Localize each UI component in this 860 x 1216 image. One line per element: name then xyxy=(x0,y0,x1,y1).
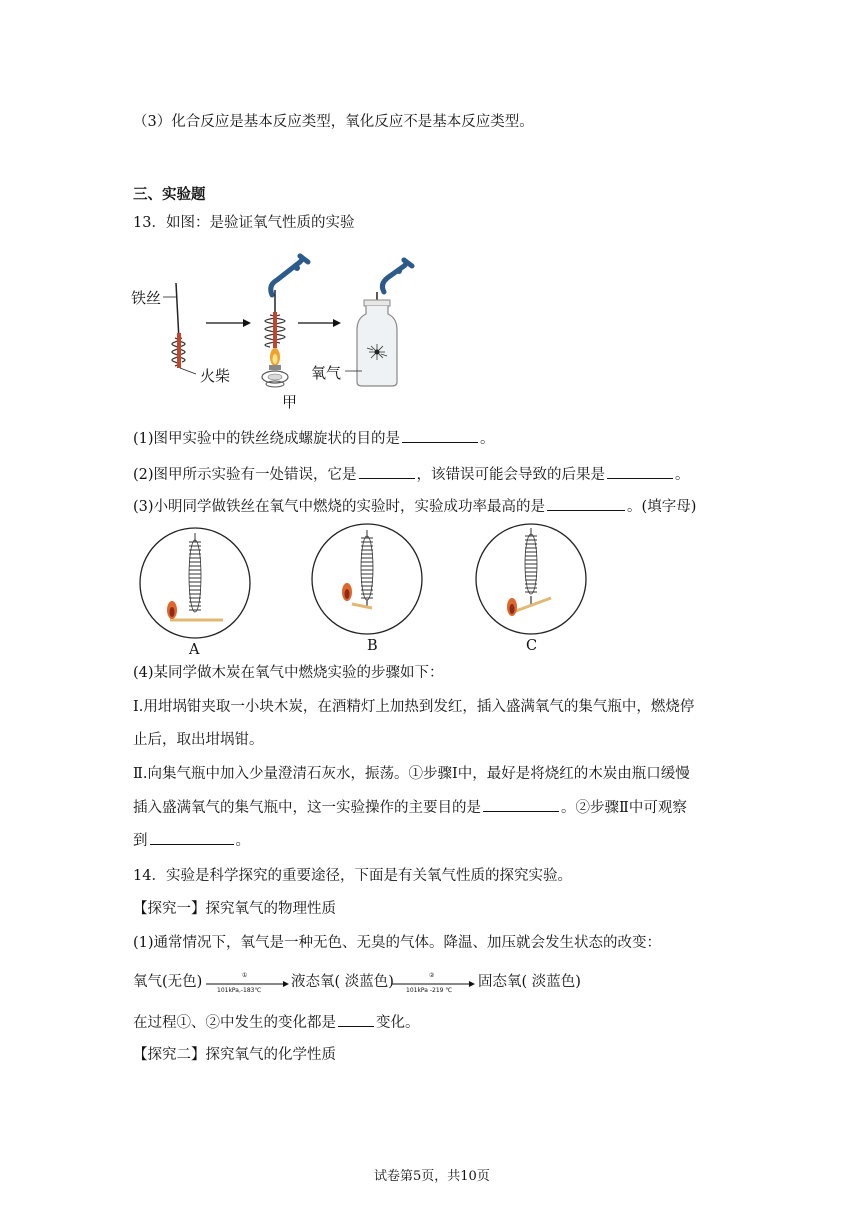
option-c-label: C xyxy=(526,638,538,654)
eq-state-3: 固态氧( 淡蓝色) xyxy=(478,974,581,990)
wire-label: 铁丝 xyxy=(131,289,162,307)
q13-s2-text: (2)图甲所示实验有一处错误，它是 xyxy=(133,467,357,483)
q14-explore1: 【探究一】探究氧气的物理性质 xyxy=(133,901,336,917)
section-title: 三、实验题 xyxy=(133,186,206,203)
q14-stem: 14．实验是科学探究的重要途径，下面是有关氧气性质的探究实验。 xyxy=(133,868,572,884)
option-b-label: B xyxy=(367,638,378,654)
q13-step1-line1: Ⅰ.用坩埚钳夹取一小块木炭，在酒精灯上加热到发红，插入盛满氧气的集气瓶中，燃烧停 xyxy=(133,699,695,715)
eq-state-2: 液态氧( 淡蓝色) xyxy=(291,974,394,990)
eq-arrow2-top: ② xyxy=(429,972,435,979)
q14-p1: (1)通常情况下，氧气是一种无色、无臭的气体。降温、加压就会发生状态的改变： xyxy=(133,935,662,951)
q13-step2-line3-end: 。 xyxy=(235,833,250,849)
q13-stem: 13．如图：是验证氧气性质的实验 xyxy=(133,215,355,231)
q13-step2-line3-text: 到 xyxy=(133,833,148,849)
eq-arrow2-bottom: 101kPa -219 ℃ xyxy=(406,987,453,994)
q14-explore2: 【探究二】探究氧气的化学性质 xyxy=(133,1047,336,1063)
q13-step2-line2-text: 插入盛满氧气的集气瓶中，这一实验操作的主要目的是 xyxy=(133,800,481,816)
eq-state-1: 氧气(无色) xyxy=(133,974,203,990)
q13-step2-line1: Ⅱ.向集气瓶中加入少量澄清石灰水，振荡。①步骤Ⅰ中，最好是将烧红的木炭由瓶口缓慢 xyxy=(133,766,690,782)
q13-s4-intro: (4)某同学做木炭在氧气中燃烧实验的步骤如下： xyxy=(133,665,444,681)
q12-note: （3）化合反应是基本反应类型，氧化反应不是基本反应类型。 xyxy=(133,114,534,130)
q14-p2-end: 变化。 xyxy=(376,1015,420,1031)
match-label: 火柴 xyxy=(200,367,231,385)
figure-caption: 甲 xyxy=(282,393,298,411)
q13-s1-end: 。 xyxy=(480,431,495,447)
q13-step1-line2: 止后，取出坩埚钳。 xyxy=(133,732,264,748)
eq-arrow1-bottom: 101kPa,-183℃ xyxy=(217,987,262,994)
q13-s1-text: (1)图甲实验中的铁丝绕成螺旋状的目的是 xyxy=(133,431,401,447)
q14-p2 xyxy=(133,1012,420,1033)
q13-s2-mid: ，该错误可能会导致的后果是 xyxy=(416,467,606,483)
q13-step2-line2-end: 。②步骤Ⅱ中可观察 xyxy=(561,800,687,816)
eq-arrow1-top: ① xyxy=(242,972,248,979)
answer-blank[interactable] xyxy=(338,1012,374,1027)
q13-s2-end: 。 xyxy=(675,467,690,483)
oxygen-label: 氧气 xyxy=(311,364,342,382)
q13-s3-end: 。(填字母) xyxy=(627,499,697,515)
page-footer: 试卷第5页，共10页 xyxy=(374,1169,490,1184)
q14-p2-text: 在过程①、②中发生的变化都是 xyxy=(133,1015,336,1031)
option-a-label: A xyxy=(189,642,200,658)
q13-s3-text: (3)小明同学做铁丝在氧气中燃烧的实验时，实验成功率最高的是 xyxy=(133,499,546,515)
